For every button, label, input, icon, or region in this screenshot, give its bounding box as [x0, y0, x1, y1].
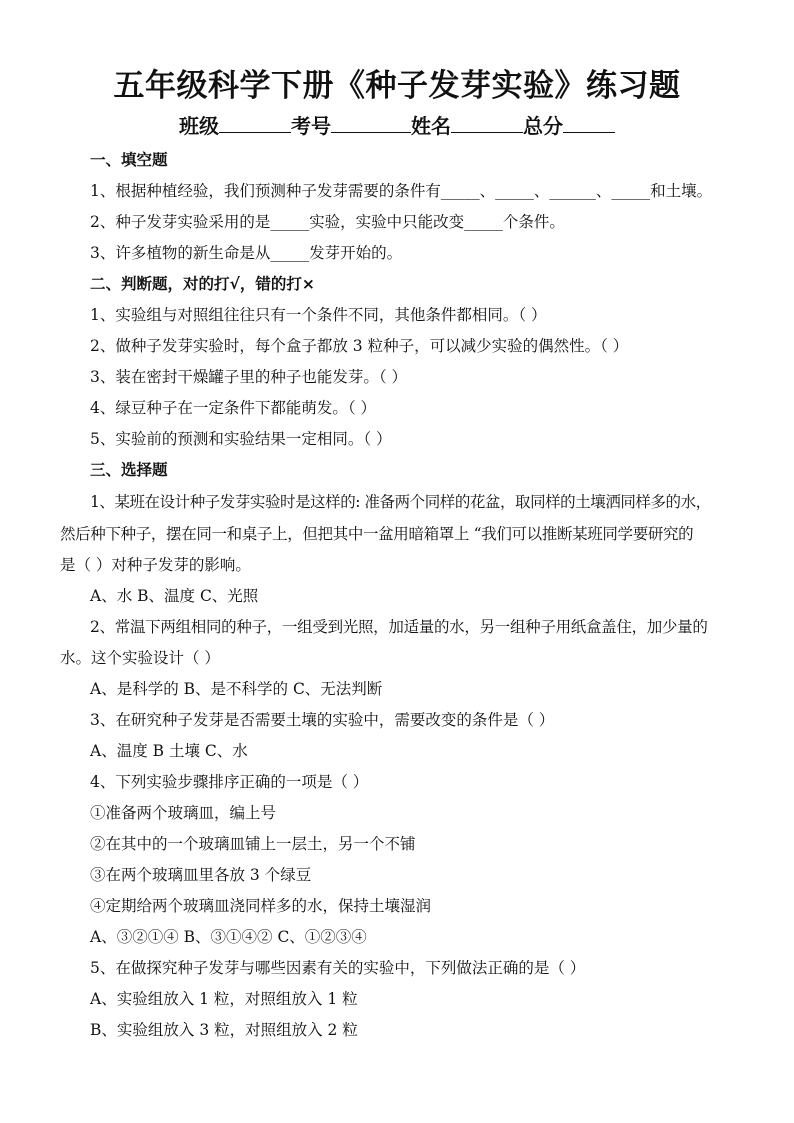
- choice-question-4-step-1: ①准备两个玻璃皿，编上号: [90, 804, 277, 822]
- choice-question-5: 5、在做探究种子发芽与哪些因素有关的实验中，下列做法正确的是（ ）: [90, 959, 586, 977]
- judge-question-3: 3、装在密封干燥罐子里的种子也能发芽。（ ）: [90, 368, 408, 386]
- number-label: 考号: [291, 114, 331, 138]
- choice-question-1-line-1: 1、某班在设计种子发芽实验时是这样的: 准备两个同样的花盆，取同样的土壤洒同样多的水，: [90, 493, 711, 511]
- judge-question-1: 1、实验组与对照组往往只有一个条件不同，其他条件都相同。（ ）: [90, 306, 547, 324]
- choice-question-5-option-a: A、实验组放入 1 粒，对照组放入 1 粒: [90, 990, 358, 1008]
- choice-question-1-options: A、水 B、温度 C、光照: [90, 587, 259, 605]
- judge-question-2: 2、做种子发芽实验时，每个盒子都放 3 粒种子，可以减少实验的偶然性。（ ）: [90, 337, 629, 355]
- choice-question-4-step-3: ③在两个玻璃皿里各放 3 个绿豆: [90, 866, 312, 884]
- choice-question-3-options: A、温度 B 土壤 C、水: [90, 742, 248, 760]
- fill-question-1: 1、根据种植经验，我们预测种子发芽需要的条件有_____、_____、______、_____和土壤。: [90, 182, 713, 200]
- choice-question-1-line-2: 然后种下种子，摆在同一和桌子上，但把其中一盆用暗箱罩上 “我们可以推断某班同学要研究的: [60, 525, 694, 543]
- fill-question-2: 2、种子发芽实验采用的是_____实验，实验中只能改变_____个条件。: [90, 213, 565, 231]
- score-blank[interactable]: [563, 114, 615, 133]
- student-info-line: [0, 110, 794, 139]
- judge-question-4: 4、绿豆种子在一定条件下都能萌发。（ ）: [90, 399, 377, 417]
- choice-question-4-options: A、③②①④ B、③①④② C、①②③④: [90, 928, 367, 946]
- choice-question-2-line-1: 2、常温下两组相同的种子，一组受到光照，加适量的水，另一组种子用纸盒盖住，加少量的: [90, 618, 708, 636]
- choice-question-3: 3、在研究种子发芽是否需要土壤的实验中，需要改变的条件是（ ）: [90, 711, 555, 729]
- page-title: 五年级科学下册《种子发芽实验》练习题: [113, 68, 681, 104]
- fill-question-3: 3、许多植物的新生命是从_____发芽开始的。: [90, 244, 403, 262]
- class-blank[interactable]: [219, 114, 291, 133]
- name-blank[interactable]: [451, 114, 523, 133]
- choice-question-2-options: A、是科学的 B、是不科学的 C、无法判断: [90, 680, 383, 698]
- choice-question-5-option-b: B、实验组放入 3 粒，对照组放入 2 粒: [90, 1021, 358, 1039]
- number-blank[interactable]: [331, 114, 411, 133]
- choice-question-2-line-2: 水。这个实验设计（ ）: [60, 649, 220, 667]
- section-heading-fill: 一、填空题: [90, 151, 168, 169]
- score-label: 总分: [523, 114, 563, 138]
- choice-question-4-step-4: ④定期给两个玻璃皿浇同样多的水，保持土壤湿润: [90, 897, 432, 915]
- name-label: 姓名: [411, 114, 451, 138]
- judge-question-5: 5、实验前的预测和实验结果一定相同。（ ）: [90, 430, 392, 448]
- choice-question-1-line-3: 是（ ）对种子发芽的影响。: [60, 556, 251, 574]
- section-heading-judge: 二、判断题，对的打√，错的打×: [90, 275, 315, 293]
- choice-question-4: 4、下列实验步骤排序正确的一项是（ ）: [90, 773, 369, 791]
- section-heading-choice: 三、选择题: [90, 461, 168, 479]
- class-label: 班级: [179, 114, 219, 138]
- choice-question-4-step-2: ②在其中的一个玻璃皿铺上一层土，另一个不铺: [90, 835, 416, 853]
